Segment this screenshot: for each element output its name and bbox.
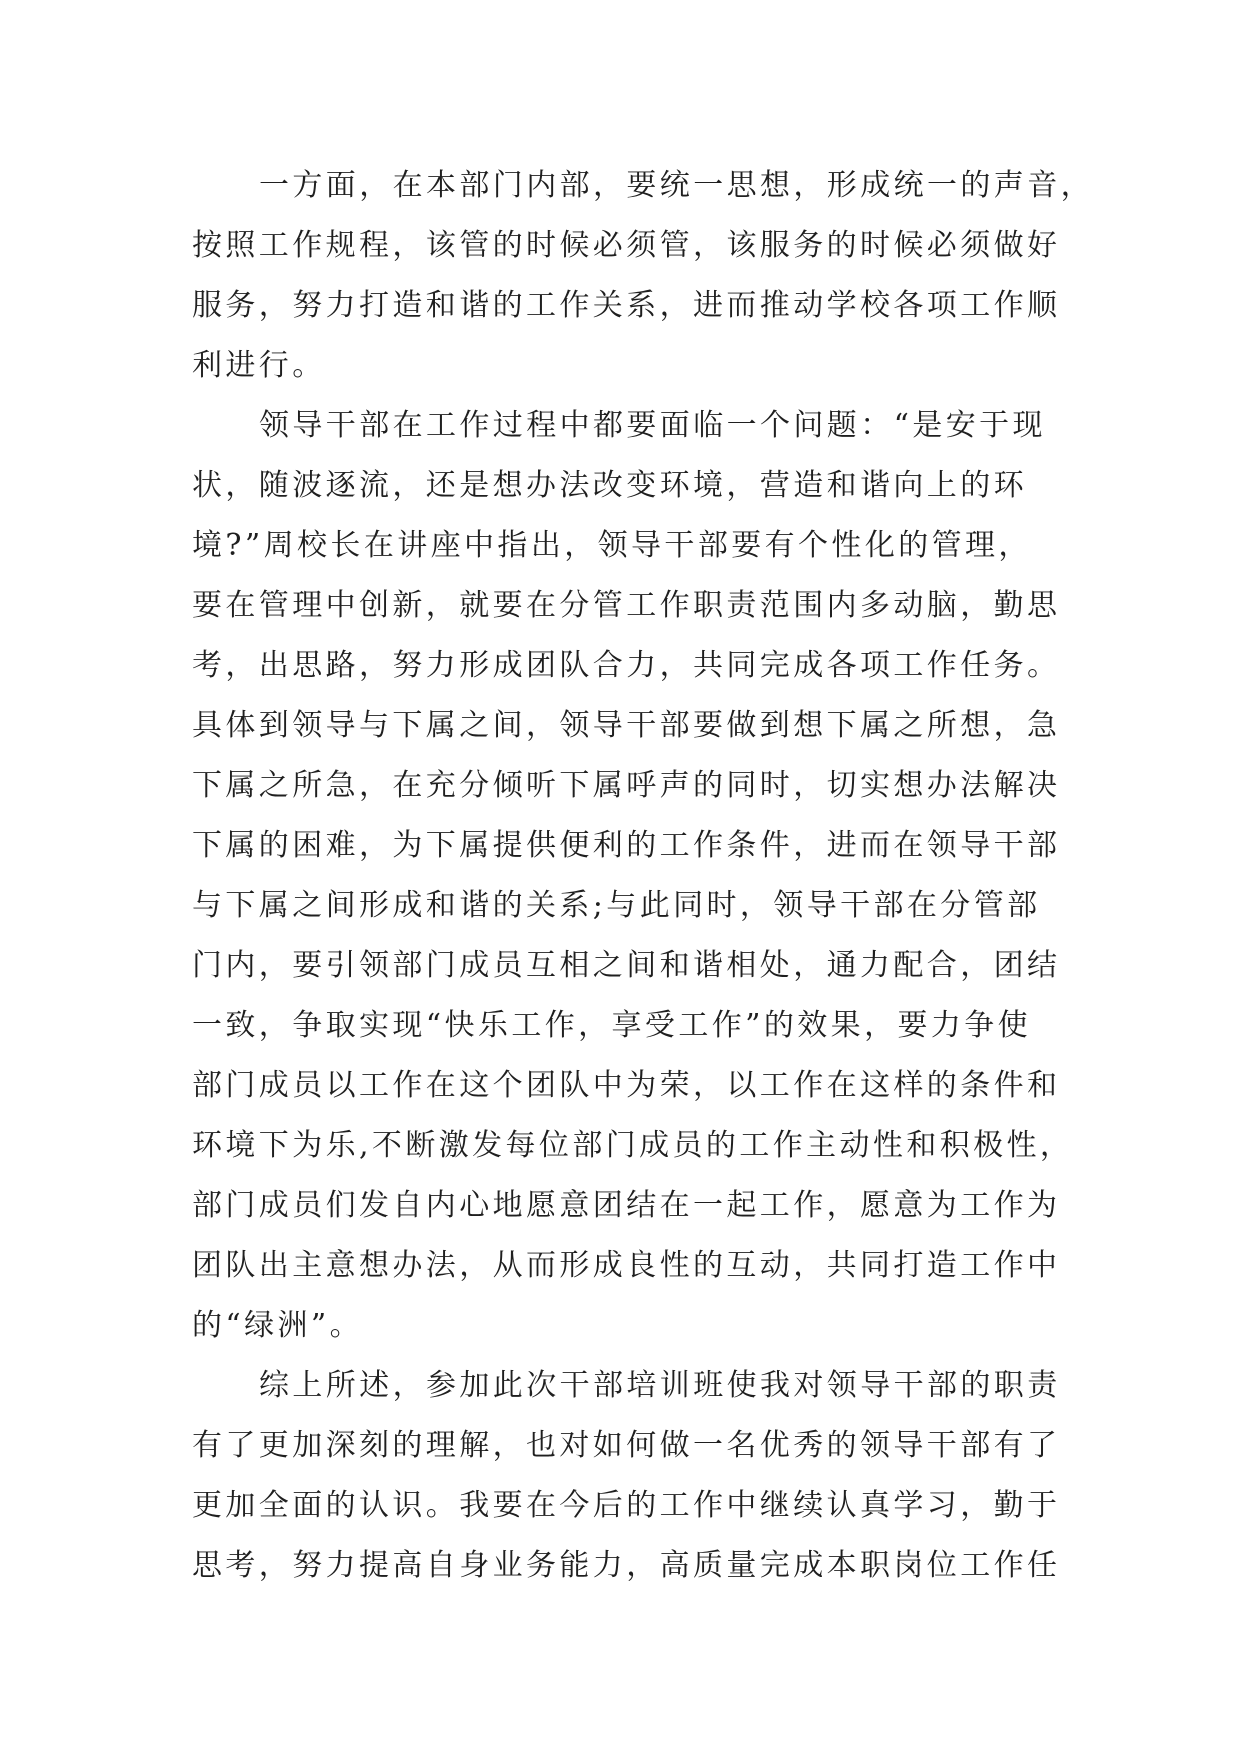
text-line: 部门成员们发自内心地愿意团结在一起工作，愿意为工作为 bbox=[192, 1188, 1061, 1223]
paragraph-2 bbox=[192, 396, 1241, 1356]
text-line: 一方面，在本部门内部，要统一思想，形成统一的声音， bbox=[259, 168, 1094, 203]
paragraph-1 bbox=[192, 156, 1241, 396]
text-line: 与下属之间形成和谐的关系;与此同时，领导干部在分管部 bbox=[192, 888, 1041, 923]
text-line: 服务，努力打造和谐的工作关系，进而推动学校各项工作顺 bbox=[192, 288, 1061, 323]
text-line: 考，出思路，努力形成团队合力，共同完成各项工作任务。 bbox=[192, 648, 1061, 683]
text-line: 按照工作规程，该管的时候必须管，该服务的时候必须做好 bbox=[192, 228, 1061, 263]
text-line: 下属的困难，为下属提供便利的工作条件，进而在领导干部 bbox=[192, 828, 1061, 863]
text-line: 更加全面的认识。我要在今后的工作中继续认真学习，勤于 bbox=[192, 1488, 1061, 1523]
text-line: 思考，努力提高自身业务能力，高质量完成本职岗位工作任 bbox=[192, 1548, 1061, 1583]
text-line: 具体到领导与下属之间，领导干部要做到想下属之所想，急 bbox=[192, 708, 1061, 743]
paragraph-3 bbox=[192, 1356, 1241, 1596]
text-line: 综上所述，参加此次干部培训班使我对领导干部的职责 bbox=[259, 1368, 1061, 1403]
text-line: 要在管理中创新，就要在分管工作职责范围内多动脑，勤思 bbox=[192, 588, 1061, 623]
text-line: 部门成员以工作在这个团队中为荣，以工作在这样的条件和 bbox=[192, 1068, 1061, 1103]
text-line: 门内，要引领部门成员互相之间和谐相处，通力配合，团结 bbox=[192, 948, 1061, 983]
text-line: 状，随波逐流，还是想办法改变环境，营造和谐向上的环 bbox=[192, 468, 1027, 503]
text-line: 利进行。 bbox=[192, 348, 326, 383]
text-line: 的“绿洲”。 bbox=[192, 1308, 364, 1343]
text-line: 团队出主意想办法，从而形成良性的互动，共同打造工作中 bbox=[192, 1248, 1061, 1283]
text-line: 领导干部在工作过程中都要面临一个问题：“是安于现 bbox=[259, 408, 1046, 443]
text-line: 境?”周校长在讲座中指出，领导干部要有个性化的管理， bbox=[192, 528, 1032, 563]
text-line: 有了更加深刻的理解，也对如何做一名优秀的领导干部有了 bbox=[192, 1428, 1061, 1463]
text-line: 一致，争取实现“快乐工作，享受工作”的效果，要力争使 bbox=[192, 1008, 1032, 1043]
text-line: 环境下为乐,不断激发每位部门成员的工作主动性和积极性， bbox=[192, 1128, 1074, 1163]
text-line: 下属之所急，在充分倾听下属呼声的同时，切实想办法解决 bbox=[192, 768, 1061, 803]
